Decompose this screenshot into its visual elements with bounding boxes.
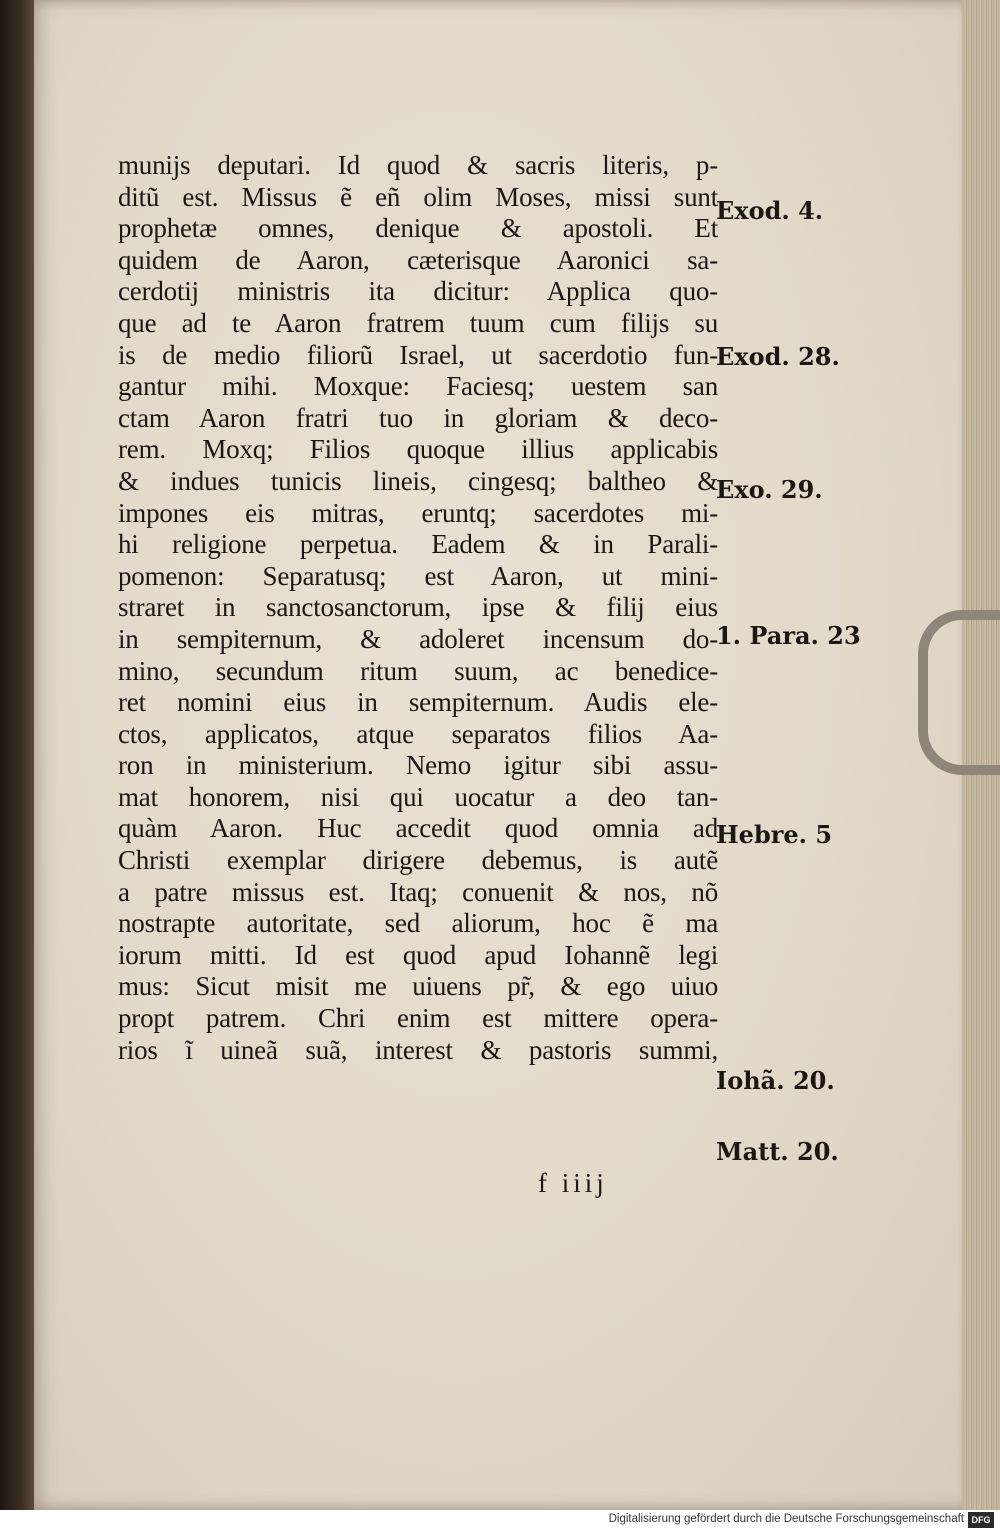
margin-note: Exod. 4. (716, 196, 824, 225)
text-line: ctam Aaron fratri tuo in gloriam & deco- (118, 402, 718, 433)
text-line: munijs deputari. Id quod & sacris literis, p- (118, 150, 718, 180)
text-line: que ad te Aaron fratrem tuum cum filijs su (118, 307, 718, 338)
text-line: a patre missus est. Itaq; conuenit & nos, nõ (118, 876, 718, 907)
text-line: ron in ministerium. Nemo igitur sibi assu- (118, 750, 718, 781)
text-line: in sempiternum, & adoleret incensum do- (118, 623, 718, 654)
funding-credit: Digitalisierung gefördert durch die Deutsche Forschungsgemeinschaft (608, 1513, 964, 1525)
margin-note: Matt. 20. (716, 1137, 839, 1166)
text-line: impones eis mitras, eruntq; sacerdotes mi- (118, 497, 718, 528)
margin-note: Exo. 29. (716, 475, 823, 504)
text-line: straret in sanctosanctorum, ipse & filij eius (118, 592, 718, 623)
signature-mark: f iiij (538, 1168, 608, 1198)
text-line: prophetæ omnes, denique & apostoli. Et (118, 213, 718, 244)
text-line: mus: Sicut misit me uiuens pr̃, & ego uiuo (118, 971, 718, 1002)
text-line: mat honorem, nisi qui uocatur a deo tan- (118, 781, 718, 812)
text-line: rem. Moxq; Filios quoque illius applicabis (118, 434, 718, 465)
text-line: is de medio filiorũ Israel, ut sacerdotio fun- (118, 339, 718, 370)
text-line: Christi exemplar dirigere debemus, is autẽ (118, 845, 718, 876)
binding-gutter (0, 0, 34, 1510)
text-line: hi religione perpetua. Eadem & in Parali- (118, 529, 718, 560)
text-line: ctos, applicatos, atque separatos filios Aa- (118, 718, 718, 749)
margin-note: Iohã. 20. (716, 1066, 835, 1095)
text-line: ditũ est. Missus ẽ eñ olim Moses, missi sunt (118, 181, 718, 212)
main-text-block (118, 150, 718, 1066)
margin-note: 1. Para. 23 (716, 621, 861, 650)
text-line: mino, secundum ritum suum, ac benedice- (118, 655, 718, 686)
margin-note: Exod. 28. (716, 342, 840, 371)
text-line: quidem de Aaron, cæterisque Aaronici sa- (118, 244, 718, 275)
text-line: pomenon: Separatusq; est Aaron, ut mini- (118, 560, 718, 591)
text-line: propt patrem. Chri enim est mittere opera- (118, 1003, 718, 1034)
text-line: cerdotij ministris ita dicitur: Applica quo- (118, 276, 718, 307)
text-line: ret nomini eius in sempiternum. Audis ele- (118, 687, 718, 718)
text-line: iorum mitti. Id est quod apud Iohannẽ legi (118, 939, 718, 970)
text-line: nostrapte autoritate, sed aliorum, hoc ẽ ma (118, 908, 718, 939)
text-line: rios ĩ uineã suã, interest & pastoris summi, (118, 1034, 718, 1065)
dfg-logo: DFG (968, 1512, 994, 1528)
margin-note: Hebre. 5 (716, 820, 833, 849)
text-line: & indues tunicis lineis, cingesq; baltheo & (118, 465, 718, 496)
footer-bar (0, 1510, 1000, 1531)
text-line: gantur mihi. Moxque: Faciesq; uestem san (118, 371, 718, 402)
book-clasp (918, 610, 1000, 775)
text-line: quàm Aaron. Huc accedit quod omnia ad (118, 813, 718, 844)
